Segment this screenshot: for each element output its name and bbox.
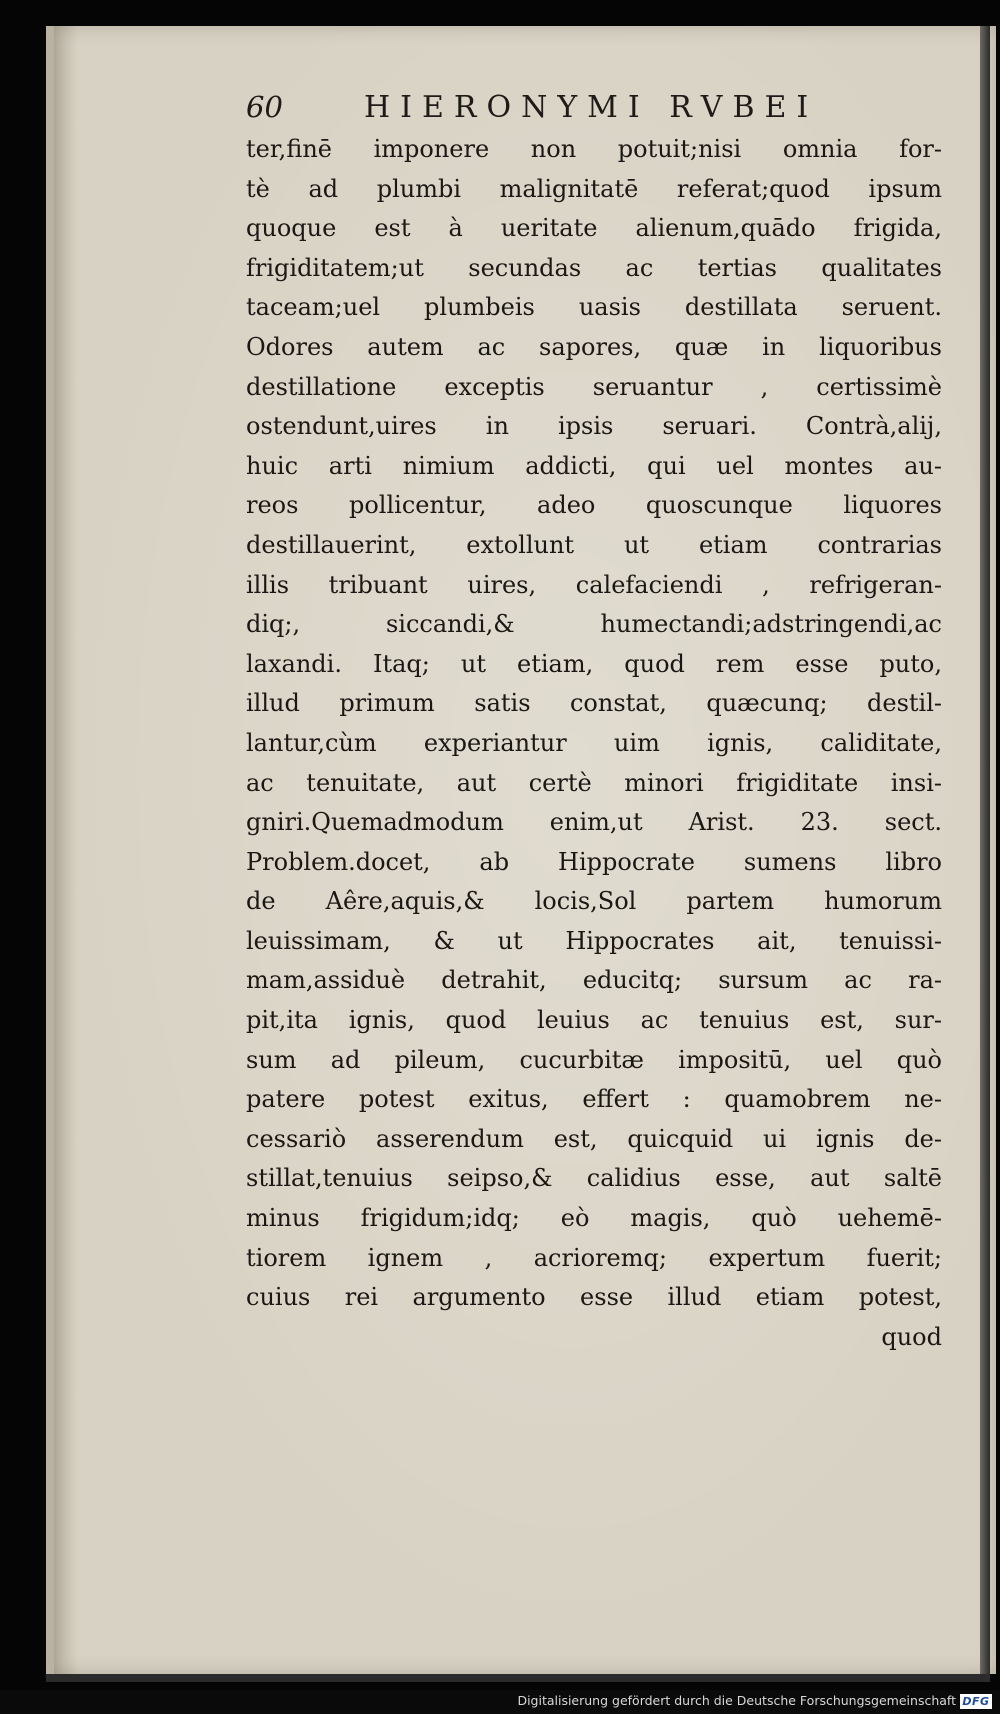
text-line: Problem.docet, ab Hippocrate sumens libro	[246, 847, 942, 876]
text-line: diq;, siccandi,& humectandi;adstringendi,ac	[246, 610, 942, 639]
text-line: pit,ita ignis, quod leuius ac tenuius est, sur-	[246, 1006, 942, 1035]
text-line: cuius rei argumento esse illud etiam potest,	[246, 1283, 942, 1312]
text-line: lantur,cùm experiantur uim ignis, caliditate,	[246, 728, 942, 757]
text-line: ac tenuitate, aut certè minori frigiditate insi-	[246, 768, 942, 797]
body-text	[246, 130, 942, 1430]
text-line: huic arti nimium addicti, qui uel montes au-	[246, 451, 942, 480]
page-edge-right	[980, 26, 990, 1674]
text-line: tè ad plumbi malignitatē referat;quod ipsum	[246, 174, 942, 203]
dfg-logo: DFG	[960, 1694, 992, 1709]
text-line: reos pollicentur, adeo quoscunque liquores	[246, 491, 942, 520]
page-number: 60	[246, 90, 283, 124]
text-line: destillauerint, extollunt ut etiam contrarias	[246, 530, 942, 559]
funding-credit: Digitalisierung gefördert durch die Deutsche Forschungsgemeinschaft	[517, 1693, 956, 1708]
text-line: quoque est à ueritate alienum,quādo frigida,	[246, 214, 942, 243]
text-line: taceam;uel plumbeis uasis destillata seruent.	[246, 293, 942, 322]
text-line: tiorem ignem , acrioremq; expertum fuerit;	[246, 1243, 942, 1272]
text-line: ostendunt,uires in ipsis seruari. Contrà,alij,	[246, 412, 942, 441]
text-line: cessariò asserendum est, quicquid ui ignis de-	[246, 1124, 942, 1153]
text-line: de Aêre,aquis,& locis,Sol partem humorum	[246, 887, 942, 916]
text-line: patere potest exitus, effert : quamobrem ne-	[246, 1085, 942, 1114]
text-line: sum ad pileum, cucurbitæ impositū, uel quò	[246, 1045, 942, 1074]
text-line: Odores autem ac sapores, quæ in liquoribus	[246, 332, 942, 361]
text-line: gniri.Quemadmodum enim,ut Arist. 23. sect.	[246, 808, 942, 837]
text-line: minus frigidum;idq; eò magis, quò uehemē-	[246, 1204, 942, 1233]
text-line: mam,assiduè detrahit, educitq; sursum ac ra-	[246, 966, 942, 995]
digitization-footer	[0, 1690, 1000, 1714]
running-head: HIERONYMI RVBEI	[364, 90, 819, 125]
text-line: frigiditatem;ut secundas ac tertias qualitates	[246, 253, 942, 282]
text-line: ter,finē imponere non potuit;nisi omnia for-	[246, 135, 942, 163]
text-line: stillat,tenuius seipso,& calidius esse, aut saltē	[246, 1164, 942, 1193]
text-line: destillatione exceptis seruantur , certissimè	[246, 372, 942, 401]
page-header	[246, 90, 856, 134]
catchword: quod	[881, 1322, 942, 1351]
text-line: illis tribuant uires, calefaciendi , refrigeran-	[246, 570, 942, 599]
text-line: laxandi. Itaq; ut etiam, quod rem esse puto,	[246, 649, 942, 678]
text-line: illud primum satis constat, quæcunq; destil-	[246, 689, 942, 718]
page-edge-bottom	[46, 1674, 990, 1682]
text-line: leuissimam, & ut Hippocrates ait, tenuissi-	[246, 926, 942, 955]
